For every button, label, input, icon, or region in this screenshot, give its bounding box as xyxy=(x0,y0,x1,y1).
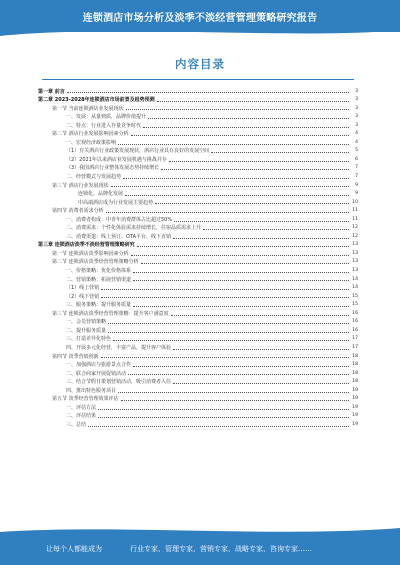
toc-entry[interactable] xyxy=(38,300,358,309)
toc-page-number: 10 xyxy=(352,199,358,205)
toc-page-number: 13 xyxy=(352,259,358,265)
toc-page-number: 19 xyxy=(352,421,358,427)
toc-leader-dots xyxy=(133,280,349,281)
toc-entry[interactable] xyxy=(38,283,358,292)
toc-entry[interactable] xyxy=(38,95,358,104)
toc-entry[interactable] xyxy=(38,342,358,351)
toc-entry[interactable] xyxy=(38,377,358,386)
toc-leader-dots xyxy=(113,340,349,341)
page-footer-bar xyxy=(0,532,400,565)
footer-slogan-left: 让每个人都能成为 xyxy=(46,545,102,553)
toc-entry[interactable] xyxy=(38,197,358,206)
toc-page-number: 3 xyxy=(355,105,358,111)
footer-slogan-right: 行业专家、管理专家、营销专家、战略专家、咨询专家…… xyxy=(130,545,312,553)
toc-entry[interactable] xyxy=(38,411,358,420)
toc-entry[interactable] xyxy=(38,317,358,326)
toc-page-number: 7 xyxy=(355,174,358,180)
toc-entry[interactable] xyxy=(38,360,358,369)
toc-entry-label: 中高端酒店成为行业发展主要趋势 xyxy=(78,199,154,206)
toc-entry[interactable] xyxy=(38,248,358,257)
toc-leader-dots xyxy=(161,169,349,170)
toc-page-number: 17 xyxy=(352,344,358,350)
toc-entry[interactable] xyxy=(38,214,358,223)
toc-entry-label: 第一章 前言 xyxy=(38,88,65,95)
toc-entry-label: 一、发展：从量到质，品牌价值提升 xyxy=(66,114,147,121)
toc-entry[interactable] xyxy=(38,189,358,198)
toc-entry-label: 三、打造差异化特色 xyxy=(66,336,112,343)
toc-page-number: 19 xyxy=(352,413,358,419)
toc-page-number: 19 xyxy=(352,404,358,410)
toc-leader-dots xyxy=(128,374,349,375)
toc-entry-label: 二、评估结果 xyxy=(66,413,97,420)
toc-page-number: 16 xyxy=(352,327,358,333)
toc-entry[interactable] xyxy=(38,334,358,343)
toc-page-number: 18 xyxy=(352,362,358,368)
toc-page-number: 19 xyxy=(352,387,358,393)
toc-leader-dots xyxy=(126,109,349,110)
page-header-bar xyxy=(0,0,400,32)
toc-leader-dots xyxy=(118,144,349,145)
toc-entry-label: 一、宏观经济政策影响 xyxy=(66,139,117,146)
toc-entry-label: 第四节 消费者需求分析 xyxy=(52,208,104,215)
report-title: 连锁酒店市场分析及淡季不淡经营管理策略研究报告 xyxy=(82,13,318,24)
toc-entry[interactable] xyxy=(38,206,358,215)
toc-page-number: 14 xyxy=(352,285,358,291)
toc-entry[interactable] xyxy=(38,112,358,121)
toc-leader-dots xyxy=(211,152,349,153)
toc-entry-label: 二、提升服务质量 xyxy=(66,327,107,334)
toc-entry[interactable] xyxy=(38,240,358,249)
toc-page-number: 5 xyxy=(355,148,358,154)
toc-entry-label: 三、结合节假日策划营销活动，吸引消费者入住 xyxy=(66,379,172,386)
toc-entry-label: （1）线上营销 xyxy=(66,285,100,292)
toc-page-number: 11 xyxy=(352,216,358,222)
toc-leader-dots xyxy=(133,306,349,307)
toc-entry[interactable] xyxy=(38,137,358,146)
toc-leader-dots xyxy=(123,178,349,179)
toc-leader-dots xyxy=(67,92,349,93)
toc-entry[interactable] xyxy=(38,163,358,172)
toc-entry-label: 二、联合商家开展促销活动 xyxy=(66,370,127,377)
toc-leader-dots xyxy=(131,135,349,136)
toc-page-number: 9 xyxy=(355,182,358,188)
toc-leader-dots xyxy=(148,118,349,119)
toc-page-number: 13 xyxy=(352,250,358,256)
toc-entry-label: 第二节 酒店行业发展影响因素分析 xyxy=(52,131,129,138)
toc-divider xyxy=(42,79,354,80)
toc-entry-label: （2）2021年以来酒店业发展机遇与挑战并存 xyxy=(66,156,167,163)
toc-entry-label: 二、经营模式与发展趋势 xyxy=(66,174,122,181)
toc-entry-label: 四、推出特色服务项目 xyxy=(66,387,117,394)
toc-entry-label: 第三节 连锁酒店淡季经营管理策略：提升客户满意度 xyxy=(52,310,169,317)
toc-leader-dots xyxy=(131,255,349,256)
toc-leader-dots xyxy=(133,272,349,273)
toc-page-number: 9 xyxy=(355,191,358,197)
toc-entry-label: 二、消费需求：个性化体验需求持续增长，住宿品质需求上升 xyxy=(66,225,202,232)
toc-leader-dots xyxy=(118,392,349,393)
toc-entry-label: 一、消费者构成：中青年消费群体占比超过50% xyxy=(66,216,173,223)
toc-leader-dots xyxy=(133,366,349,367)
toc-entry[interactable] xyxy=(38,325,358,334)
toc-heading: 内容目录 xyxy=(175,57,225,71)
header-wave-decoration xyxy=(0,26,400,40)
toc-page-number: 6 xyxy=(355,156,358,162)
toc-leader-dots xyxy=(101,297,349,298)
toc-entry-label: （2）线下营销 xyxy=(66,293,100,300)
toc-leader-dots xyxy=(173,238,349,239)
footer-wave-decoration xyxy=(0,526,400,536)
toc-leader-dots xyxy=(174,221,349,222)
toc-page-number: 3 xyxy=(355,97,358,103)
toc-entry-label: 三、总结 xyxy=(66,421,87,428)
toc-entry-label: 一、价格策略：优化价格体系 xyxy=(66,268,132,275)
toc-page-number: 3 xyxy=(355,88,358,94)
toc-entry-label: 一、会员营销策略 xyxy=(66,319,107,326)
toc-leader-dots xyxy=(203,229,349,230)
toc-page-number: 18 xyxy=(352,353,358,359)
toc-page-number: 12 xyxy=(352,233,358,239)
toc-leader-dots xyxy=(98,417,349,418)
toc-entry[interactable] xyxy=(38,402,358,411)
toc-leader-dots xyxy=(88,426,349,427)
table-of-contents xyxy=(38,86,358,428)
toc-leader-dots xyxy=(106,212,349,213)
toc-entry[interactable] xyxy=(38,129,358,138)
toc-entry-label: 连锁化、品牌化发展 xyxy=(78,191,124,198)
toc-page-number: 4 xyxy=(355,131,358,137)
toc-page-number: 15 xyxy=(352,302,358,308)
toc-entry[interactable] xyxy=(38,171,358,180)
toc-entry[interactable] xyxy=(38,103,358,112)
toc-leader-dots xyxy=(108,323,349,324)
toc-page-number: 19 xyxy=(352,396,358,402)
toc-entry[interactable] xyxy=(38,86,358,95)
toc-entry[interactable] xyxy=(38,154,358,163)
toc-leader-dots xyxy=(98,409,349,410)
toc-leader-dots xyxy=(171,315,349,316)
toc-leader-dots xyxy=(121,400,349,401)
toc-entry[interactable] xyxy=(38,385,358,394)
toc-leader-dots xyxy=(108,332,349,333)
toc-entry[interactable] xyxy=(38,419,358,428)
toc-entry[interactable] xyxy=(38,274,358,283)
toc-page-number: 3 xyxy=(355,122,358,128)
toc-entry-label: 第一节 连锁酒店淡季影响因素分析 xyxy=(52,250,129,257)
toc-entry-label: 三、服务策略：提升服务质量 xyxy=(66,302,132,309)
toc-entry-label: 一、评估方法 xyxy=(66,404,97,411)
toc-leader-dots xyxy=(111,186,349,187)
toc-entry[interactable] xyxy=(38,180,358,189)
toc-page-number: 16 xyxy=(352,310,358,316)
toc-leader-dots xyxy=(101,357,349,358)
toc-entry-label: 第四节 淡季营销创新 xyxy=(52,353,99,360)
toc-page-number: 4 xyxy=(355,139,358,145)
toc-leader-dots xyxy=(101,289,349,290)
toc-page-number: 7 xyxy=(355,165,358,171)
toc-entry-label: 第五节 淡季经营管理效果评估 xyxy=(52,396,119,403)
toc-entry[interactable] xyxy=(38,265,358,274)
toc-entry[interactable] xyxy=(38,257,358,266)
toc-page-number: 18 xyxy=(352,379,358,385)
toc-page-number: 14 xyxy=(352,276,358,282)
toc-leader-dots xyxy=(157,101,349,102)
toc-entry[interactable] xyxy=(38,308,358,317)
toc-leader-dots xyxy=(125,195,349,196)
toc-leader-dots xyxy=(155,203,349,204)
toc-entry-label: 二、特点：行业进入存量竞争时代 xyxy=(66,122,142,129)
toc-entry-label: 第二章 2023-2028年连锁酒店市场前景及趋势预测 xyxy=(38,97,155,104)
toc-entry-label: 第三章 连锁酒店淡季不淡经营管理策略研究 xyxy=(38,242,135,249)
toc-page-number: 3 xyxy=(355,114,358,120)
toc-entry[interactable] xyxy=(38,120,358,129)
toc-entry[interactable] xyxy=(38,368,358,377)
toc-entry[interactable] xyxy=(38,351,358,360)
toc-page-number: 15 xyxy=(352,293,358,299)
toc-page-number: 16 xyxy=(352,319,358,325)
toc-leader-dots xyxy=(169,161,349,162)
toc-leader-dots xyxy=(143,127,349,128)
toc-entry[interactable] xyxy=(38,394,358,403)
toc-entry-label: 二、营销策略：拓展营销渠道 xyxy=(66,276,132,283)
toc-page-number: 18 xyxy=(352,370,358,376)
toc-entry[interactable] xyxy=(38,231,358,240)
toc-entry[interactable] xyxy=(38,291,358,300)
toc-leader-dots xyxy=(137,246,349,247)
toc-page-number: 12 xyxy=(352,225,358,231)
toc-entry-label: 第三节 酒店行业发展现状 xyxy=(52,182,109,189)
toc-entry-label: （3）我国酒店行业整体发展态势持续增长 xyxy=(66,165,160,172)
toc-leader-dots xyxy=(173,349,349,350)
toc-page-number: 17 xyxy=(352,336,358,342)
toc-entry-label: （1）有关酒店行业政策发展现状，酒店行业具有良好的发展空间 xyxy=(66,148,210,155)
toc-leader-dots xyxy=(173,383,349,384)
toc-page-number: 11 xyxy=(352,208,358,214)
toc-entry-label: 四、开展多元化经营，丰富产品，提升客户体验 xyxy=(66,344,172,351)
toc-leader-dots xyxy=(141,263,349,264)
toc-entry[interactable] xyxy=(38,146,358,155)
toc-entry[interactable] xyxy=(38,223,358,232)
toc-page-number: 13 xyxy=(352,242,358,248)
toc-entry-label: 三、消费渠道：线上预订、OTA平台、线下直销 xyxy=(66,233,172,240)
toc-page-number: 13 xyxy=(352,268,358,274)
toc-entry-label: 第二节 连锁酒店淡季经营管理策略分析 xyxy=(52,259,139,266)
toc-entry-label: 一、加强酒店与旅游景点合作 xyxy=(66,362,132,369)
toc-entry-label: 第一节 当前连锁酒店业发展现状 xyxy=(52,105,124,112)
